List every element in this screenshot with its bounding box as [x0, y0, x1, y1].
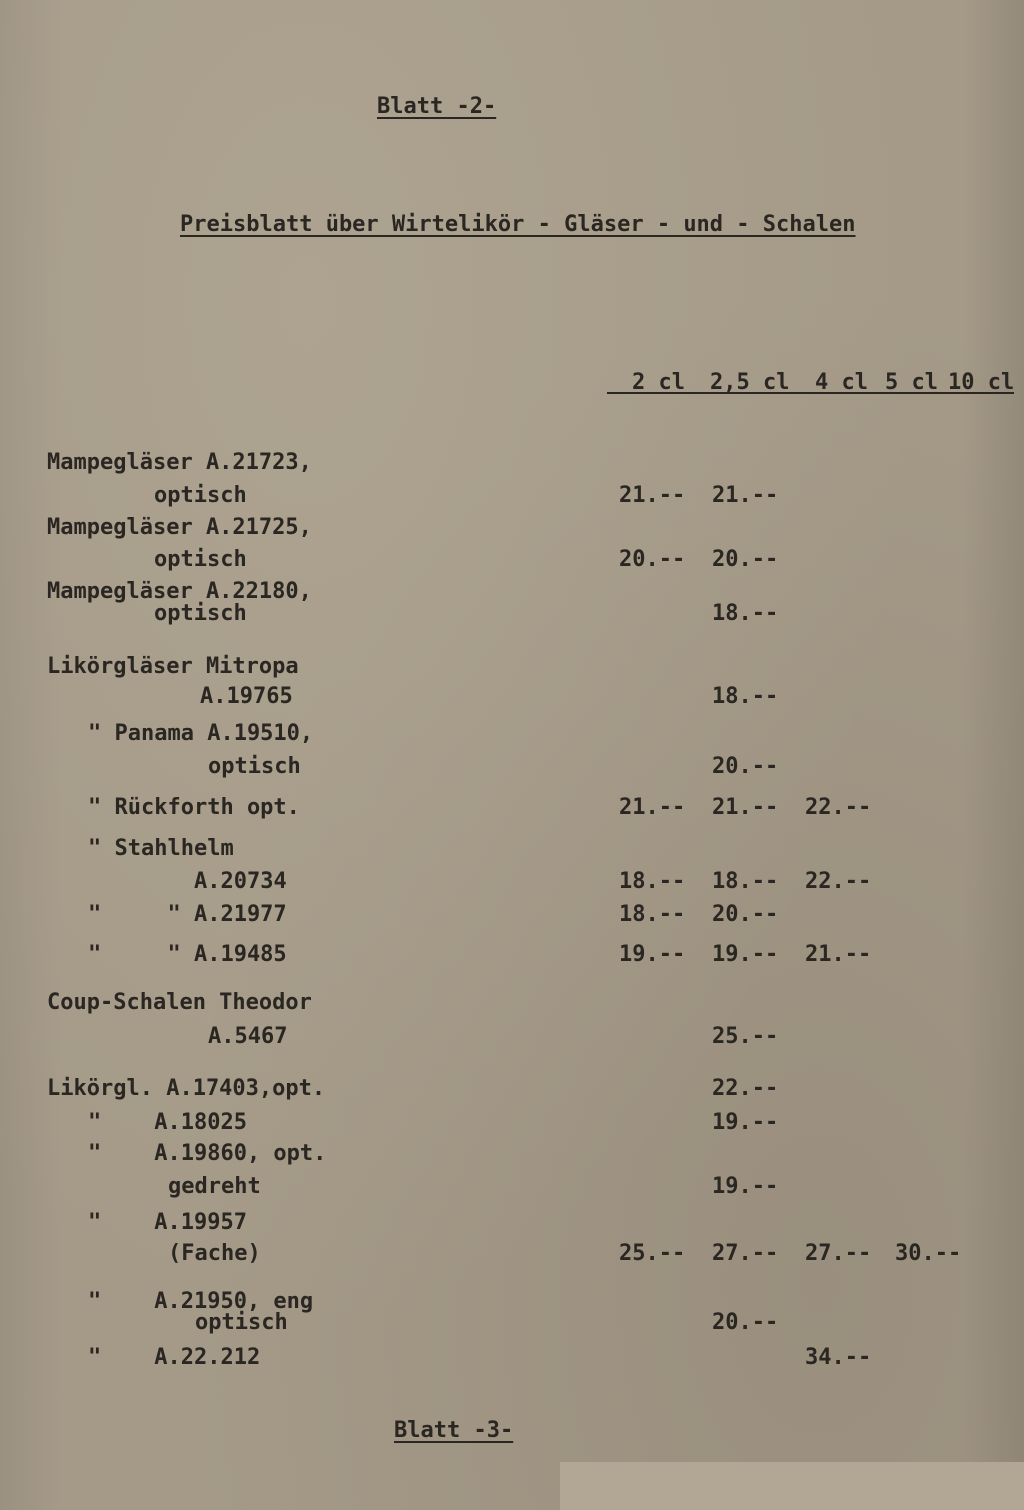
row-label: " A.19957 — [88, 1210, 247, 1235]
row-label-sub: optisch — [154, 547, 247, 572]
row-label: " A.21950, eng — [88, 1289, 314, 1314]
price-4cl: 27.-- — [805, 1241, 872, 1266]
price-2-5cl: 18.-- — [712, 601, 779, 626]
price-4cl: 21.-- — [805, 942, 872, 967]
price-2-5cl: 25.-- — [712, 1024, 779, 1049]
row-label: " A.19860, opt. — [88, 1141, 327, 1166]
row-label-sub: optisch — [208, 754, 301, 779]
price-2cl: 25.-- — [619, 1241, 686, 1266]
price-2cl: 20.-- — [619, 547, 686, 572]
row-label-sub: gedreht — [168, 1174, 261, 1199]
price-2-5cl: 21.-- — [712, 795, 779, 820]
row-label: " A.18025 — [88, 1110, 247, 1135]
row-label: " Rückforth opt. — [88, 795, 300, 820]
price-5cl: 30.-- — [895, 1241, 962, 1266]
price-2-5cl: 21.-- — [712, 483, 779, 508]
price-4cl: 34.-- — [805, 1345, 872, 1370]
row-label: Likörgläser Mitropa — [47, 654, 299, 679]
row-label: " " A.19485 — [88, 942, 287, 967]
row-label: Mampegläser A.21723, — [47, 450, 312, 475]
price-2-5cl: 18.-- — [712, 684, 779, 709]
price-2-5cl: 20.-- — [712, 754, 779, 779]
sheet-number: Blatt -2- — [377, 94, 497, 119]
row-label: Mampegläser A.21725, — [47, 515, 312, 540]
row-label-sub: optisch — [154, 483, 247, 508]
row-label: " " A.21977 — [88, 902, 287, 927]
column-header-10cl: 10 cl — [948, 370, 1015, 395]
column-header-2-5cl: 2,5 cl — [710, 370, 790, 395]
paper-edge-strip — [560, 1462, 1024, 1510]
price-2-5cl: 20.-- — [712, 902, 779, 927]
row-label: " Stahlhelm — [88, 836, 234, 861]
price-2-5cl: 20.-- — [712, 547, 779, 572]
row-label-sub: A.5467 — [208, 1024, 288, 1049]
price-2-5cl: 19.-- — [712, 942, 779, 967]
row-label-sub: A.19765 — [200, 684, 293, 709]
price-2cl: 18.-- — [619, 902, 686, 927]
price-4cl: 22.-- — [805, 795, 872, 820]
row-label: Mampegläser A.22180, — [47, 579, 312, 604]
row-label: " A.22.212 — [88, 1345, 261, 1370]
next-sheet-label: Blatt -3- — [394, 1418, 514, 1443]
price-2-5cl: 18.-- — [712, 869, 779, 894]
column-header-2cl: 2 cl — [632, 370, 685, 395]
price-2-5cl: 27.-- — [712, 1241, 779, 1266]
price-2cl: 19.-- — [619, 942, 686, 967]
row-label: " Panama A.19510, — [88, 721, 314, 746]
column-header-4cl: 4 cl — [815, 370, 868, 395]
price-2-5cl: 22.-- — [712, 1076, 779, 1101]
price-2cl: 18.-- — [619, 869, 686, 894]
column-header-5cl: 5 cl — [885, 370, 938, 395]
price-2-5cl: 19.-- — [712, 1110, 779, 1135]
row-label-sub: A.20734 — [194, 869, 287, 894]
row-label-sub: optisch — [154, 601, 247, 626]
price-2cl: 21.-- — [619, 795, 686, 820]
price-2cl: 21.-- — [619, 483, 686, 508]
row-label-sub: optisch — [195, 1310, 288, 1335]
price-4cl: 22.-- — [805, 869, 872, 894]
row-label: Coup-Schalen Theodor — [47, 990, 312, 1015]
document-title: Preisblatt über Wirtelikör - Gläser - und - Schalen — [180, 212, 856, 237]
row-label: Likörgl. A.17403,opt. — [47, 1076, 326, 1101]
row-label-sub: (Fache) — [168, 1241, 261, 1266]
price-2-5cl: 20.-- — [712, 1310, 779, 1335]
price-2-5cl: 19.-- — [712, 1174, 779, 1199]
